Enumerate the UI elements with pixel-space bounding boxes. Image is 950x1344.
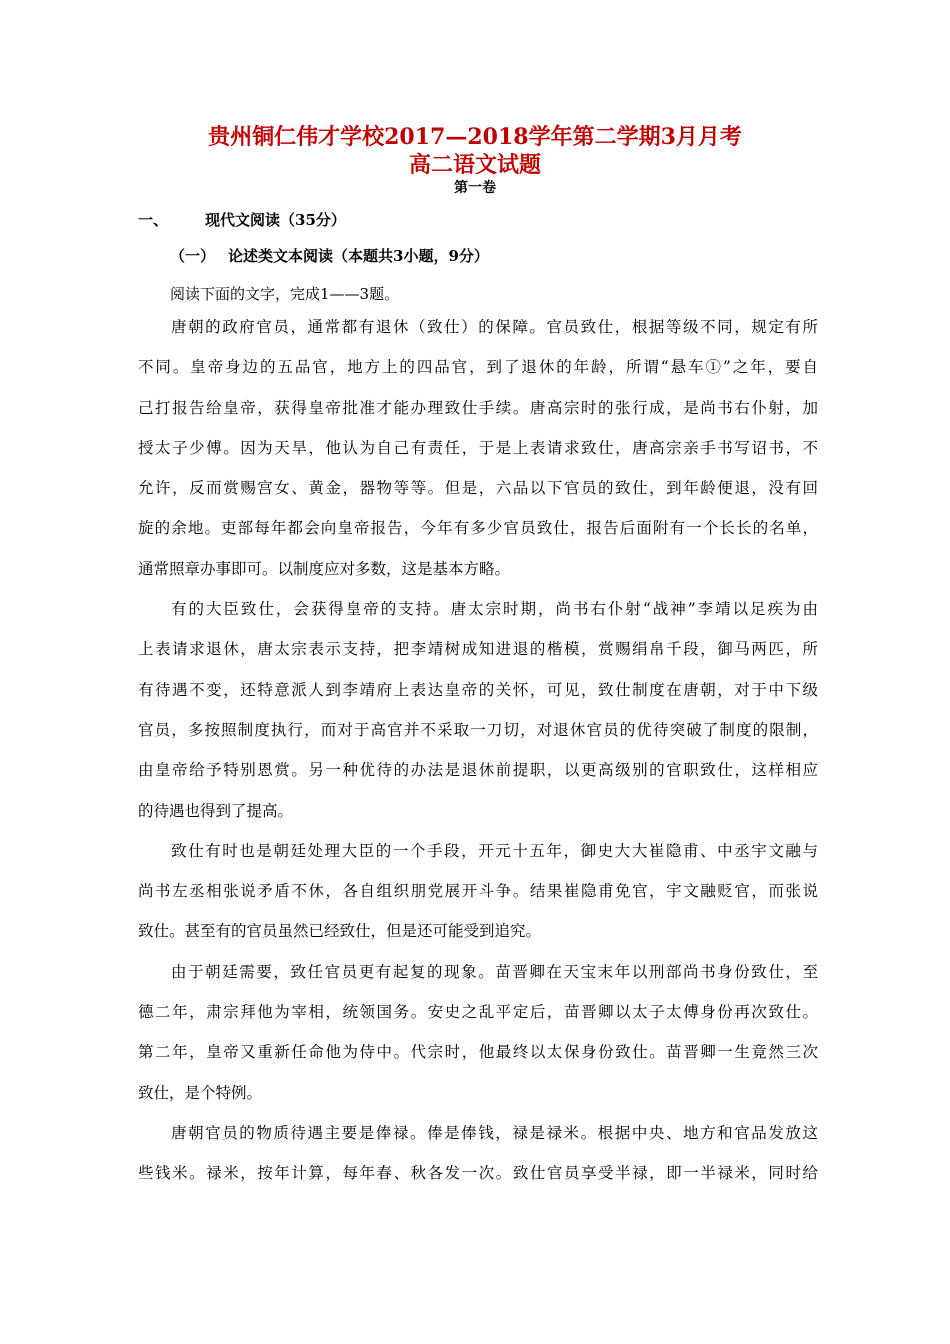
- paragraph-line: 些钱米。禄米，按年计算，每年春、秋各发一次。致仕官员享受半禄，即一半禄米，同时给: [138, 1164, 818, 1183]
- volume-heading: 第一卷: [454, 180, 496, 196]
- paragraph-line: 有的大臣致仕，会获得皇帝的支持。唐太宗时期，尚书右仆射“战神”李靖以足疾为由: [171, 600, 818, 619]
- section-heading: [138, 209, 346, 231]
- paragraph-line: 的待遇也得到了提高。: [138, 801, 294, 820]
- paragraph-line: 唐朝官员的物质待遇主要是俸禄。俸是俸钱，禄是禄米。根据中央、地方和官品发放这: [171, 1123, 818, 1142]
- paragraph-line: 德二年，肃宗拜他为宰相，统领国务。安史之乱平定后，苗晋卿以太子太傅身份再次致仕。: [138, 1003, 818, 1022]
- reading-passage: [138, 316, 818, 1203]
- document-title: 贵州铜仁伟才学校2017—2018学年第二学期3月月考: [208, 124, 742, 150]
- passage-paragraph: [138, 598, 818, 840]
- paragraph-line: 有待遇不变，还特意派人到李靖府上表达皇帝的关怀，可见，致仕制度在唐朝，对于中下级: [138, 680, 818, 699]
- paragraph-line: 唐朝的政府官员，通常都有退休（致仕）的保障。官员致仕，根据等级不同，规定有所: [171, 318, 818, 336]
- passage-paragraph: [138, 840, 818, 961]
- reading-instruction: 阅读下面的文字，完成1——3题。: [170, 285, 400, 303]
- paragraph-line: 致仕有时也是朝廷处理大臣的一个手段，开元十五年，御史大大崔隐甫、中丞宇文融与: [171, 841, 818, 860]
- paragraph-line: 第二年，皇帝又重新任命他为侍中。代宗时，他最终以太保身份致仕。苗晋卿一生竟然三次: [138, 1043, 818, 1062]
- passage-paragraph: [138, 1122, 818, 1203]
- paragraph-line: 由于朝廷需要，致任官员更有起复的现象。苗晋卿在天宝末年以刑部尚书身份致仕，至: [171, 962, 818, 981]
- paragraph-line: 允许，反而赏赐宫女、黄金，器物等等。但是，六品以下官员的致仕，到年龄便退，没有回: [138, 479, 818, 498]
- paragraph-line: 尚书左丞相张说矛盾不休，各自组织朋党展开斗争。结果崔隐甫免官，宇文融贬官，而张说: [138, 882, 818, 901]
- paragraph-line: 通常照章办事即可。以制度应对多数，这是基本方略。: [138, 559, 511, 578]
- document-subtitle: 高二语文试题: [408, 152, 541, 178]
- section-title: 现代文阅读（35分）: [205, 211, 346, 229]
- paragraph-line: 不同。皇帝身边的五品官，地方上的四品官，到了退休的年龄，所谓“悬车①”之年，要自: [138, 358, 818, 377]
- subsection-heading: [170, 245, 489, 267]
- paragraph-line: 旋的余地。吏部每年都会向皇帝报告，今年有多少官员致仕，报告后面附有一个长长的名单，: [138, 519, 818, 538]
- passage-paragraph: [138, 961, 818, 1122]
- paragraph-line: 授太子少傅。因为天旱，他认为自己有责任，于是上表请求致仕，唐高宗亲手书写诏书，不: [138, 438, 818, 457]
- paragraph-line: 官员，多按照制度执行，而对于高官并不采取一刀切，对退休官员的优待突破了制度的限制，: [138, 720, 818, 739]
- paragraph-line: 致仕。甚至有的官员虽然已经致仕，但是还可能受到追究。: [138, 922, 542, 941]
- paragraph-line: 上表请求退休，唐太宗表示支持，把李靖树成知进退的楷模，赏赐绢帛千段，御马两匹，所: [138, 640, 818, 659]
- passage-paragraph: [138, 316, 818, 598]
- subsection-number: （一）: [170, 247, 216, 265]
- paragraph-line: 由皇帝给予特别恩赏。另一种优待的办法是退休前提职，以更高级别的官职致仕，这样相应: [138, 761, 818, 780]
- section-number: 一、: [138, 211, 169, 229]
- subsection-title: 论述类文本阅读（本题共3小题，9分）: [228, 247, 489, 265]
- paragraph-line: 致仕，是个特例。: [138, 1083, 263, 1102]
- paragraph-line: 己打报告给皇帝，获得皇帝批准才能办理致仕手续。唐高宗时的张行成，是尚书右仆射，加: [138, 398, 818, 417]
